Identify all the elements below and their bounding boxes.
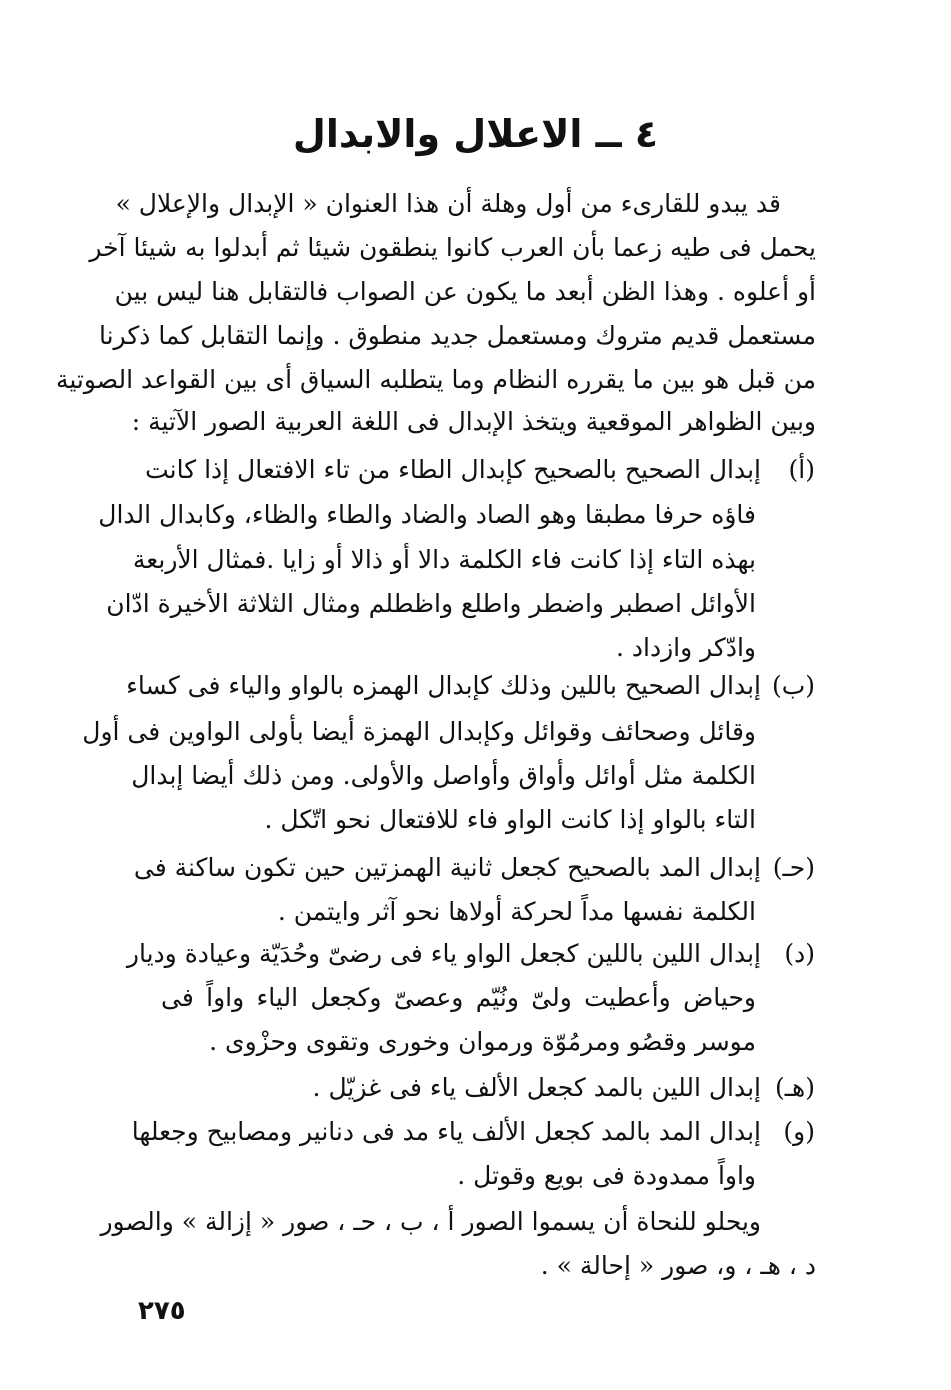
item-marker: (حـ): [772, 853, 815, 882]
item-marker: (هـ): [774, 1073, 815, 1102]
item-line: إبدال المد بالمد كجعل الألف ياء مد فى دنانير ومصابيح وجعلها: [131, 1117, 761, 1146]
intro-line: أو أعلوه . وهذا الظن أبعد ما يكون عن الصواب فالتقابل هنا ليس بين: [114, 277, 816, 306]
intro-line: قد يبدو للقارىء من أول وهلة أن هذا العنوان « الإبدال والإعلال »: [115, 189, 781, 218]
item-line: التاء بالواو إذا كانت الواو فاء للافتعال نحو اتّكل .: [264, 805, 756, 834]
outro-line: د ، هـ ، و، صور « إحالة » .: [540, 1251, 816, 1280]
item-line: الأوائل اصطبر واضطر واطلع واظطلم ومثال الثلاثة الأخيرة ادّان: [106, 589, 756, 618]
item-marker: (د): [784, 939, 815, 968]
item-line: فاؤه حرفا مطبقا وهو الصاد والضاد والطاء والظاء، وكابدال الدال: [98, 500, 756, 529]
item-line: إبدال المد بالصحيح كجعل ثانية الهمزتين حين تكون ساكنة فى: [133, 853, 761, 882]
item-line: الكلمة نفسها مداً لحركة أولاها نحو آثر وايتمن .: [277, 897, 756, 926]
intro-line: يحمل فى طيه زعما بأن العرب كانوا ينطقون شيئا ثم أبدلوا به شيئا آخر: [89, 233, 816, 262]
item-line: واواً ممدودة فى بويع وقوتل .: [457, 1161, 756, 1190]
item-line: بهذه التاء إذا كانت فاء الكلمة دالا أو ذالا أو زايا .فمثال الأربعة: [132, 545, 756, 574]
item-line: إبدال الصحيح باللين وذلك كإبدال الهمزه بالواو والياء فى كساء: [126, 671, 761, 700]
intro-line: من قبل هو بين ما يقرره النظام وما يتطلبه السياق أى بين القواعد الصوتية: [55, 365, 816, 394]
item-line: وحياض وأعطيت ولىّ ونُيّم وعصىّ وكجعل الياء واواً فى: [161, 983, 756, 1012]
item-line: إبدال الصحيح بالصحيح كإبدال الطاء من تاء الافتعال إذا كانت: [145, 455, 761, 484]
item-line: وادّكر وازداد .: [616, 633, 756, 662]
section-title: ٤ ــ الاعلال والابدال: [292, 112, 659, 156]
item-line: إبدال اللين باللين كجعل الواو ياء فى رضىّ وحُدَيّة وعيادة وديار: [126, 939, 761, 968]
item-marker: (ب): [771, 671, 815, 700]
item-line: إبدال اللين بالمد كجعل الألف ياء فى غزيّل .: [312, 1073, 761, 1102]
outro-line: ويحلو للنحاة أن يسموا الصور أ ، ب ، حـ ، صور « إزالة » والصور: [100, 1207, 761, 1236]
item-line: وقائل وصحائف وقوائل وكإبدال الهمزة أيضا بأولى الواوين فى أول: [82, 717, 756, 746]
item-line: موسر وقصُو ومرمُوّة ورموان وخورى وتقوى وحزْوى .: [209, 1027, 756, 1056]
item-line: الكلمة مثل أوائل وأواق وأواصل والأولى. ومن ذلك أيضا إبدال: [131, 761, 756, 790]
item-marker: (أ): [788, 455, 815, 484]
item-marker: (و): [783, 1117, 815, 1146]
page-number: ٢٧٥: [138, 1296, 186, 1326]
intro-line: مستعمل قديم متروك ومستعمل جديد منطوق . وإنما التقابل كما ذكرنا: [98, 321, 816, 350]
intro-line: وبين الظواهر الموقعية ويتخذ الإبدال فى اللغة العربية الصور الآتية :: [131, 407, 816, 436]
